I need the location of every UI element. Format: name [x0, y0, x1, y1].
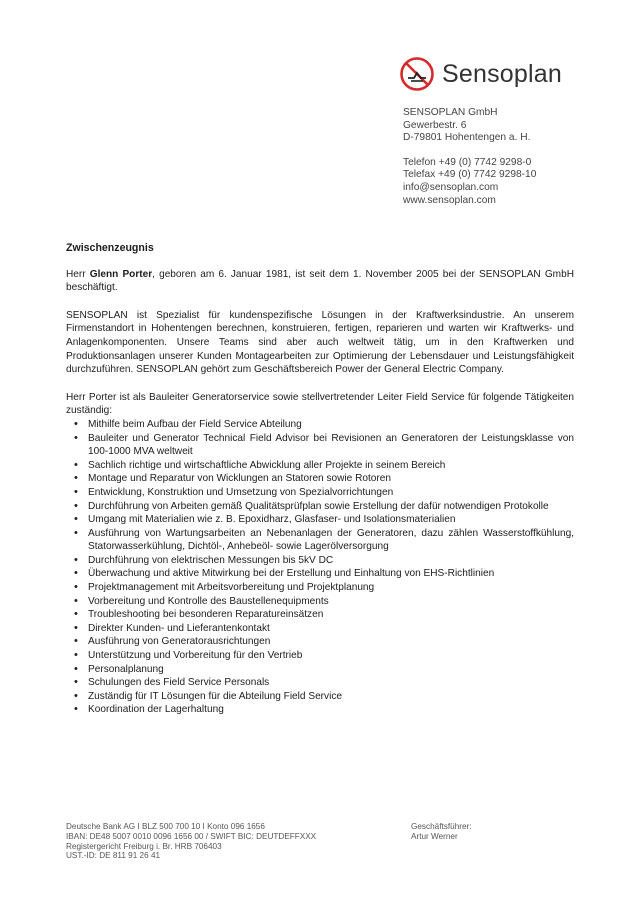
company-paragraph: SENSOPLAN ist Spezialist für kundenspezifische Lösungen in der Kraftwerksindustrie. An unserem Firmenstandort in Hohentengen berechnen, konstruieren, fertigen, reparieren und warten wir Kraftwerks- und Anlagenkomponenten. Unsere Teams sind aber auch weltweit tätig, um in den Kraftwerken und Produktionsanlagen unserer Kunden Montagearbeiten zur Optimierung der Lebensdauer und Leistungsfähigkeit durchzuführen. SENSOPLAN gehört zum Geschäftsbereich Power der General Electric Company.	[66, 309, 574, 376]
footer-line: Artur Werner	[411, 831, 458, 841]
list-item: • Bauleiter und Generator Technical Field Advisor bei Revisionen an Generatoren der Leistungsklasse von 100-1000 MVA weltweit	[66, 432, 574, 459]
footer-line: Deutsche Bank AG I BLZ 500 700 10 I Konto 096 1656	[66, 822, 265, 831]
list-item: • Unterstützung und Vorbereitung für den Vertrieb	[66, 649, 574, 663]
intro-paragraph: Herr Glenn Porter, geboren am 6. Januar 1981, ist seit dem 1. November 2005 bei der SENSOPLAN GmbH beschäftigt.	[66, 268, 574, 294]
logo-wordmark: Sensoplan	[442, 60, 562, 88]
list-item: • Mithilfe beim Aufbau der Field Service Abteilung	[66, 418, 574, 432]
website-link[interactable]: www.sensoplan.com	[403, 194, 496, 206]
email-link[interactable]: info@sensoplan.com	[403, 181, 499, 193]
list-item: • Vorbereitung und Kontrolle des Baustellenequipments	[66, 595, 574, 609]
list-item: • Direkter Kunden- und Lieferantenkontakt	[66, 622, 574, 636]
company-address	[403, 107, 536, 207]
list-item: • Durchführung von elektrischen Messungen bis 5kV DC	[66, 554, 574, 568]
footer-line: Registergericht Freiburg i. Br. HRB 706403	[66, 841, 222, 851]
document-title: Zwischenzeugnis	[66, 242, 154, 254]
phone-line: Telefon +49 (0) 7742 9298-0	[403, 156, 532, 168]
address-line: Gewerbestr. 6	[403, 119, 467, 131]
list-item: • Montage und Reparatur von Wicklungen an Statoren sowie Rotoren	[66, 472, 574, 486]
list-item: • Troubleshooting bei besonderen Reparatureinsätzen	[66, 608, 574, 622]
list-item: • Projektmanagement mit Arbeitsvorbereitung und Projektplanung	[66, 581, 574, 595]
list-item: • Zuständig für IT Lösungen für die Abteilung Field Service	[66, 690, 574, 704]
sensoplan-logo-icon	[399, 56, 435, 92]
bank-details	[66, 822, 316, 861]
list-item: • Ausführung von Generatorausrichtungen	[66, 635, 574, 649]
company-logo	[399, 56, 562, 92]
task-list	[66, 418, 574, 717]
list-item: • Schulungen des Field Service Personals	[66, 676, 574, 690]
list-item: • Überwachung und aktive Mitwirkung bei der Erstellung und Einhaltung von EHS-Richtlinien	[66, 567, 574, 581]
footer-line: IBAN: DE48 5007 0010 0096 1656 00 / SWIFT BIC: DEUTDEFFXXX	[66, 831, 317, 841]
list-item: • Sachlich richtige und wirtschaftliche Abwicklung aller Projekte in seinem Bereich	[66, 459, 574, 473]
employee-name: Glenn Porter	[89, 268, 153, 280]
management-details	[411, 822, 472, 842]
list-item: • Entwicklung, Konstruktion und Umsetzung von Spezialvorrichtungen	[66, 486, 574, 500]
document-body	[66, 242, 574, 717]
tasks-intro: Herr Porter ist als Bauleiter Generatorservice sowie stellvertretender Leiter Field Service für folgende Tätigkeiten zuständig:	[66, 391, 574, 417]
list-item: • Durchführung von Arbeiten gemäß Qualitätsprüfplan sowie Erstellung der dafür notwendigen Protokolle	[66, 500, 574, 514]
list-item: • Umgang mit Materialien wie z. B. Epoxidharz, Glasfaser- und Isolationsmaterialien	[66, 513, 574, 527]
list-item: • Koordination der Lagerhaltung	[66, 703, 574, 717]
address-line: SENSOPLAN GmbH	[403, 107, 498, 118]
footer-line: Geschäftsführer:	[411, 822, 472, 831]
list-item: • Ausführung von Wartungsarbeiten an Nebenanlagen der Generatoren, dazu zählen Wasserstoffkühlung, Statorwasserkühlung, Dichtöl-, Anhebeöl- sowie Lagerölversorgung	[66, 527, 574, 554]
footer-line: UST.-ID: DE 811 91 26 41	[66, 851, 161, 861]
list-item: • Personalplanung	[66, 663, 574, 677]
address-line: D-79801 Hohentengen a. H.	[403, 132, 531, 144]
fax-line: Telefax +49 (0) 7742 9298-10	[403, 169, 537, 181]
